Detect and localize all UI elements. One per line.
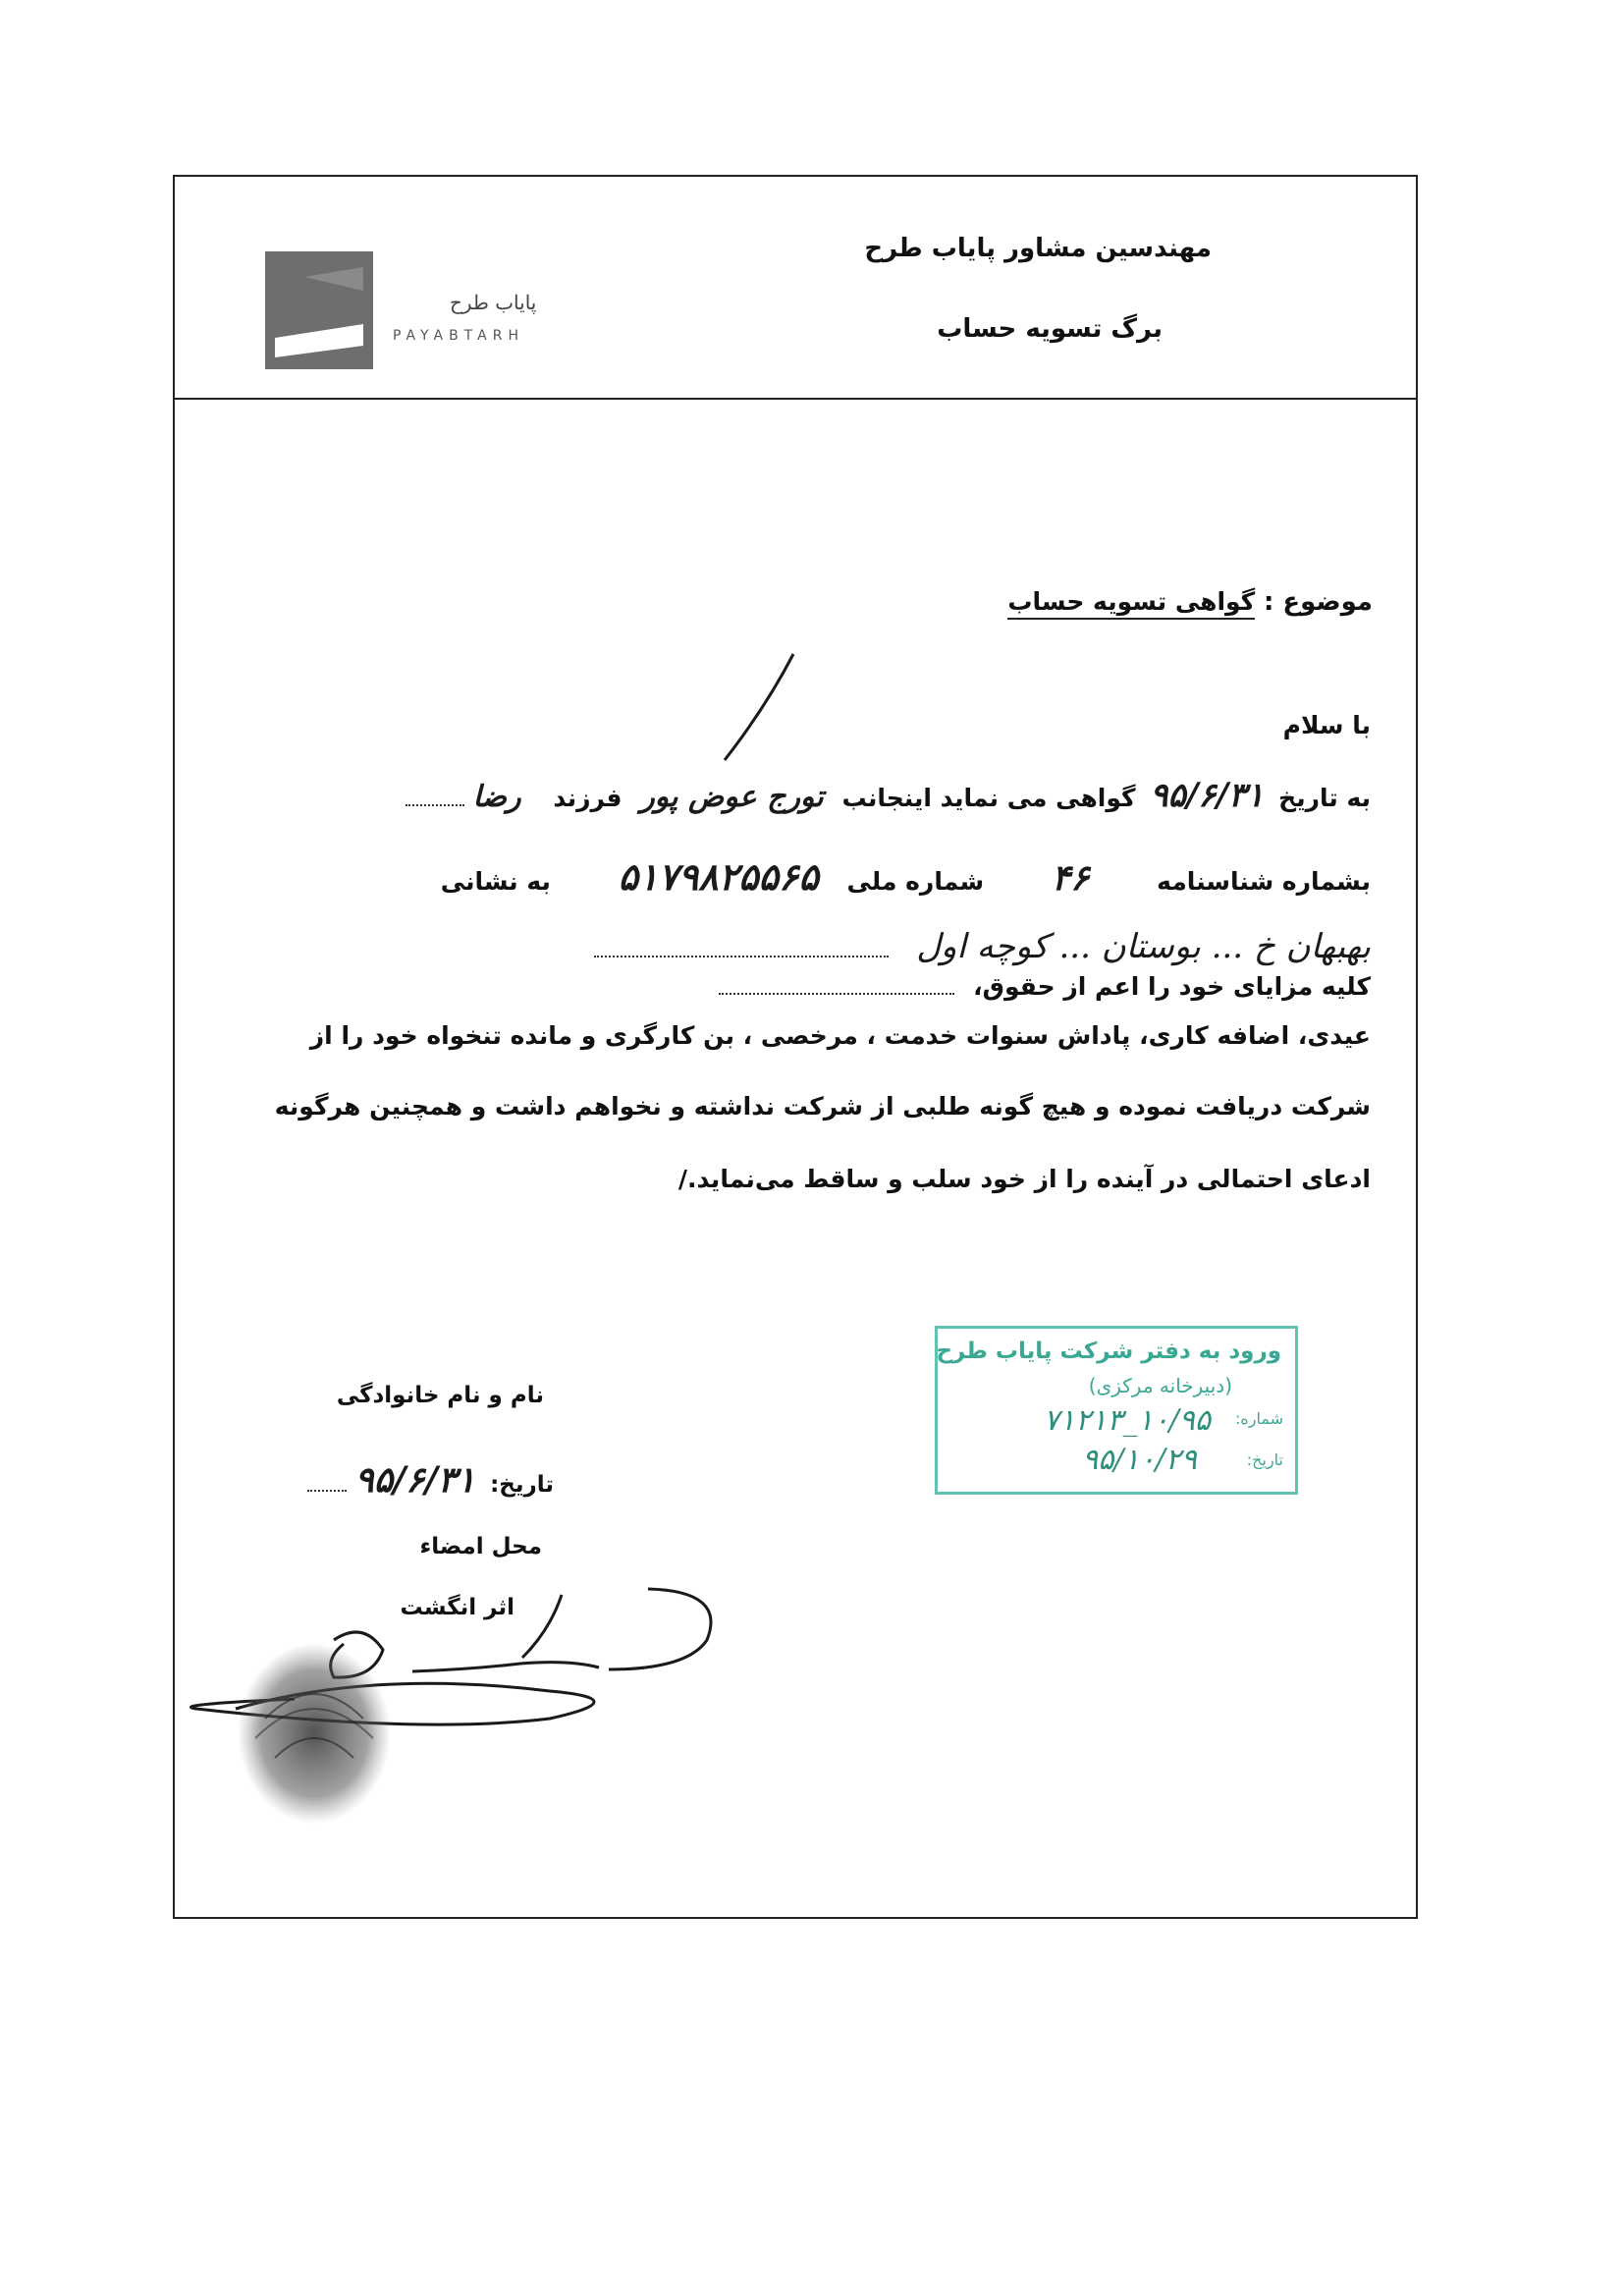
fingerprint-label: اثر انگشت (400, 1595, 514, 1620)
handwritten-national-id: ۵۱۷۹۸۲۵۵۶۵ (618, 854, 819, 899)
id-number-label: بشماره شناسنامه (1157, 867, 1371, 896)
subject-line (1007, 587, 1373, 617)
body-line-4 (719, 972, 1371, 1001)
fingerprint-icon (216, 1630, 412, 1836)
address-label: به نشانی (440, 867, 551, 896)
signature-date-line (307, 1459, 554, 1501)
greeting: با سلام (1282, 711, 1371, 739)
signature-place-label: محل امضاء (419, 1534, 542, 1559)
national-id-label: شماره ملی (846, 867, 985, 896)
child-of-label: فرزند (553, 784, 623, 812)
company-logo (265, 247, 619, 377)
body-line-5: عیدی، اضافه کاری، پاداش سنوات خدمت ، مرخصی ، بن کارگری و مانده تنخواه خود را از (309, 1021, 1371, 1050)
logo-brand-fa: پایاب طرح (450, 291, 537, 314)
stamp-date-label: تاریخ: (1246, 1450, 1283, 1469)
handwritten-address: بهبهان خ ... بوستان ... کوچه اول (916, 927, 1371, 966)
body-line-7: ادعای احتمالی در آینده را از خود سلب و ساقط می‌نماید./ (677, 1165, 1371, 1193)
handwritten-date: ۹۵/۶/۳۱ (1150, 776, 1265, 815)
handwritten-father-name: رضا (472, 780, 521, 814)
signature-handwritten-date: ۹۵/۶/۳۱ (354, 1459, 476, 1501)
company-name: مهندسین مشاور پایاب طرح (864, 234, 1212, 263)
subject-label: موضوع : (1263, 587, 1373, 617)
certify-text: گواهی می نماید اینجانب (841, 784, 1136, 812)
body-line-4-text: کلیه مزایای خود را اعم از حقوق، (973, 972, 1371, 1001)
body-line-2 (441, 854, 1371, 899)
handwritten-name: تورج عوض پور (640, 780, 824, 814)
logo-brand-en: PAYABTARH (393, 328, 524, 344)
subject-value: گواهی تسویه حساب (1007, 587, 1255, 620)
handwritten-mark (707, 648, 805, 766)
stamp-date-value: ۹۵/۱۰/۲۹ (1082, 1443, 1197, 1477)
signature-date-label: تاریخ: (490, 1472, 554, 1498)
body-line-6: شرکت دریافت نموده و هیچ گونه طلبی از شرکت نداشته و نخواهم داشت و همچنین هرگونه (274, 1092, 1371, 1121)
stamp-number-value: ۱۰/۹۵_۷۱۲۱۳ (1043, 1403, 1211, 1438)
date-label: به تاریخ (1278, 784, 1371, 812)
body-line-3 (594, 927, 1371, 966)
header-divider (173, 398, 1418, 400)
stamp-title: ورود به دفتر شرکت پایاب طرح (936, 1339, 1281, 1364)
entry-stamp (935, 1326, 1298, 1495)
body-line-1 (406, 776, 1371, 815)
form-title: برگ تسویه حساب (937, 314, 1163, 344)
stamp-subtitle: (دبیرخانه مرکزی) (1088, 1374, 1232, 1397)
stamp-number-label: شماره: (1234, 1409, 1283, 1428)
handwritten-id-number: ۴۶ (1051, 857, 1090, 899)
full-name-label: نام و نام خانوادگی (336, 1383, 544, 1408)
